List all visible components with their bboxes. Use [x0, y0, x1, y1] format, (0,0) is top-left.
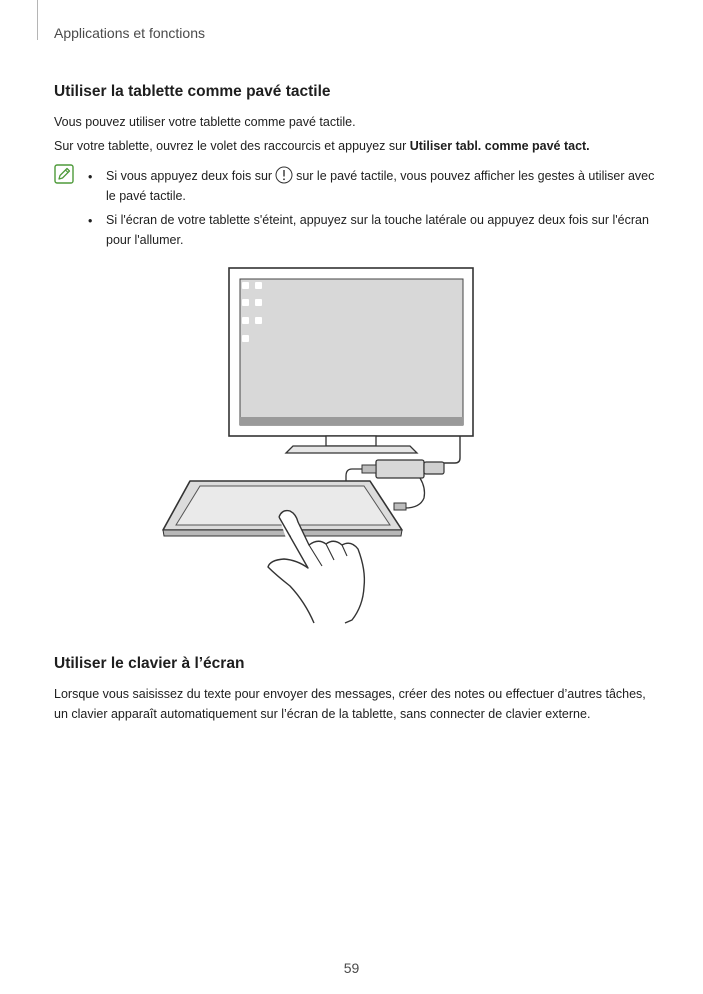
page-number: 59 [343, 960, 360, 976]
note-pencil-icon [54, 164, 74, 184]
margin-rule [37, 0, 38, 40]
section-title-keyboard: Utiliser le clavier à l’écran [54, 655, 245, 672]
bullet-2: • [88, 214, 93, 228]
note-item-2: Si l'écran de votre tablette s'éteint, appuyez sur la touche latérale ou appuyez deux fois sur l'écran pour l'allumer. [106, 213, 649, 247]
touchpad-intro: Vous pouvez utiliser votre tablette comme pavé tactile. [54, 115, 356, 129]
keyboard-body: Lorsque vous saisissez du texte pour envoyer des messages, créer des notes ou effectuer d’autres tâches, un clavier apparaît automatiquement sur l’écran de la tablette, sans connecter de clavier externe. [54, 687, 646, 721]
note-1-text-end: sur le pavé tactile, vous pouvez afficher les gestes à utiliser avec le pavé tactile. [106, 169, 655, 203]
bullet-1: • [88, 170, 93, 184]
note-1-text-start: Si vous appuyez deux fois sur [106, 169, 273, 183]
running-head: Applications et fonctions [54, 25, 205, 41]
touchpad-illustration [150, 262, 490, 624]
info-icon [275, 166, 293, 184]
note-item-1 [106, 166, 656, 206]
touchpad-instruction [54, 136, 654, 156]
instruction-menu-item: Utiliser tabl. comme pavé tact. [409, 139, 590, 153]
instruction-prefix: Sur votre tablette, ouvrez le volet des raccourcis et appuyez sur [54, 139, 410, 153]
section-title-touchpad: Utiliser la tablette comme pavé tactile [54, 83, 331, 100]
tablet-icon [163, 481, 402, 536]
monitor-icon [229, 268, 473, 463]
